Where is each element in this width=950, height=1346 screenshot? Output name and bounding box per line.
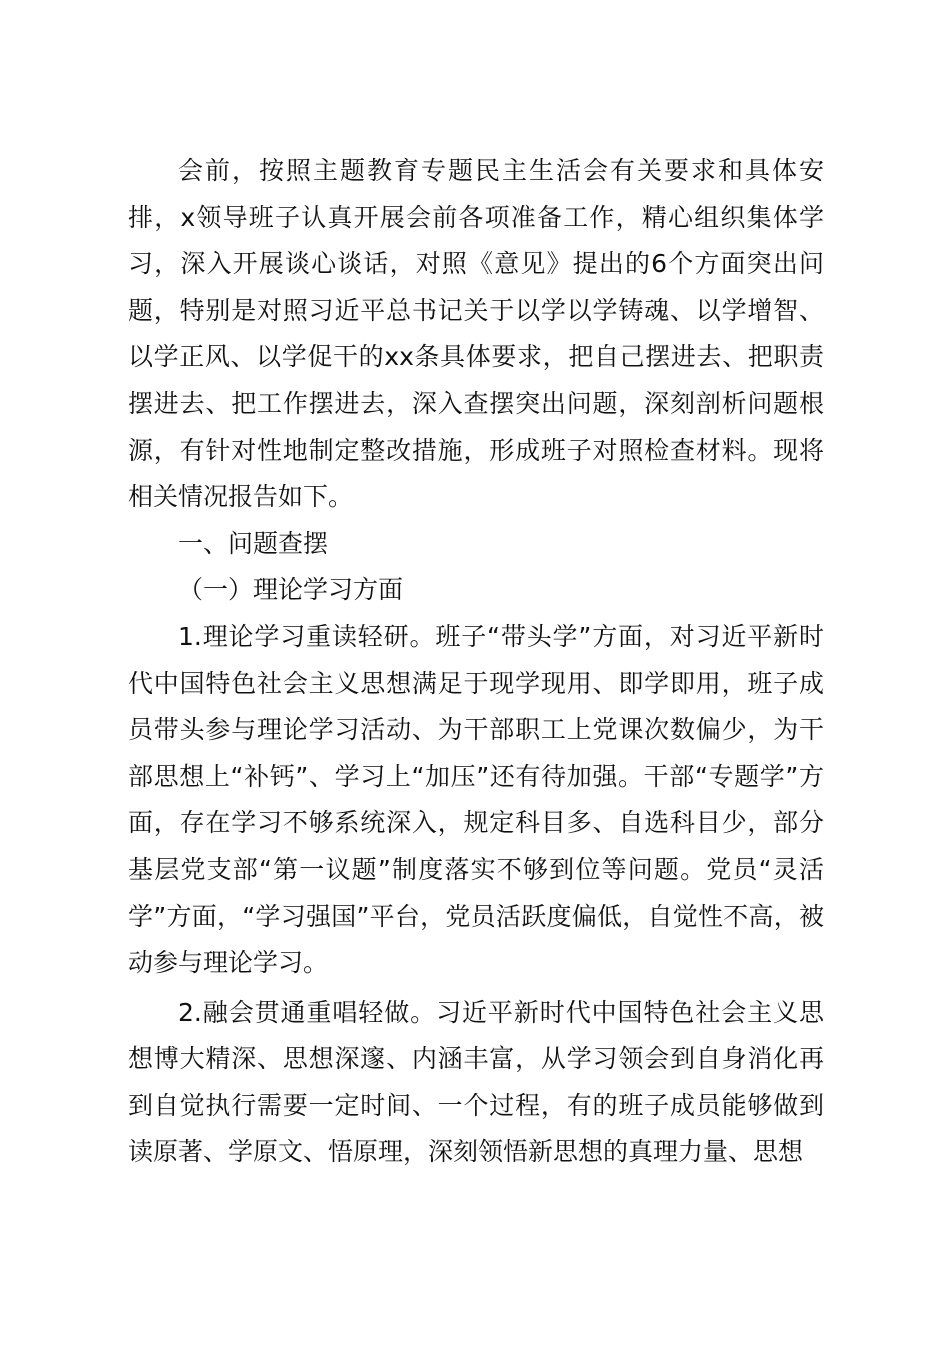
subsection-heading-theory-study: （一）理论学习方面 (178, 575, 404, 605)
item-paragraph-1: 1.理论学习重读轻研。班子“带头学”方面，对习近平新时代中国特色社会主义思想满足于现学现用、即学即用，班子成员带头参与理论学习活动、为干部职工上党课次数偏少，为干部思想上“补钙”、学习上“加压”还有待加强。干部“专题学”方面，存在学习不够系统深入，规定科目多、自选科目少，部分基层党支部“第一议题”制度落实不够到位等问题。党员“灵活学”方面，“学习强国”平台，党员活跃度偏低，自觉性不高，被动参与理论学习。 (128, 621, 824, 978)
document-body (128, 148, 824, 1176)
intro-paragraph: 会前，按照主题教育专题民主生活会有关要求和具体安排，x领导班子认真开展会前各项准备工作，精心组织集体学习，深入开展谈心谈话，对照《意见》提出的6个方面突出问题，特别是对照习近平总书记关于以学以学铸魂、以学增智、以学正风、以学促干的xx条具体要求，把自己摆进去、把职责摆进去、把工作摆进去，深入查摆突出问题，深刻剖析问题根源，有针对性地制定整改措施，形成班子对照检查材料。现将相关情况报告如下。 (128, 156, 824, 512)
section-heading-problems: 一、问题查摆 (178, 528, 329, 558)
item-paragraph-2: 2.融会贯通重唱轻做。习近平新时代中国特色社会主义思想博大精深、思想深邃、内涵丰富，从学习领会到自身消化再到自觉执行需要一定时间、一个过程，有的班子成员能够做到读原著、学原文、悟原理，深刻领悟新思想的真理力量、思想 (128, 997, 824, 1167)
